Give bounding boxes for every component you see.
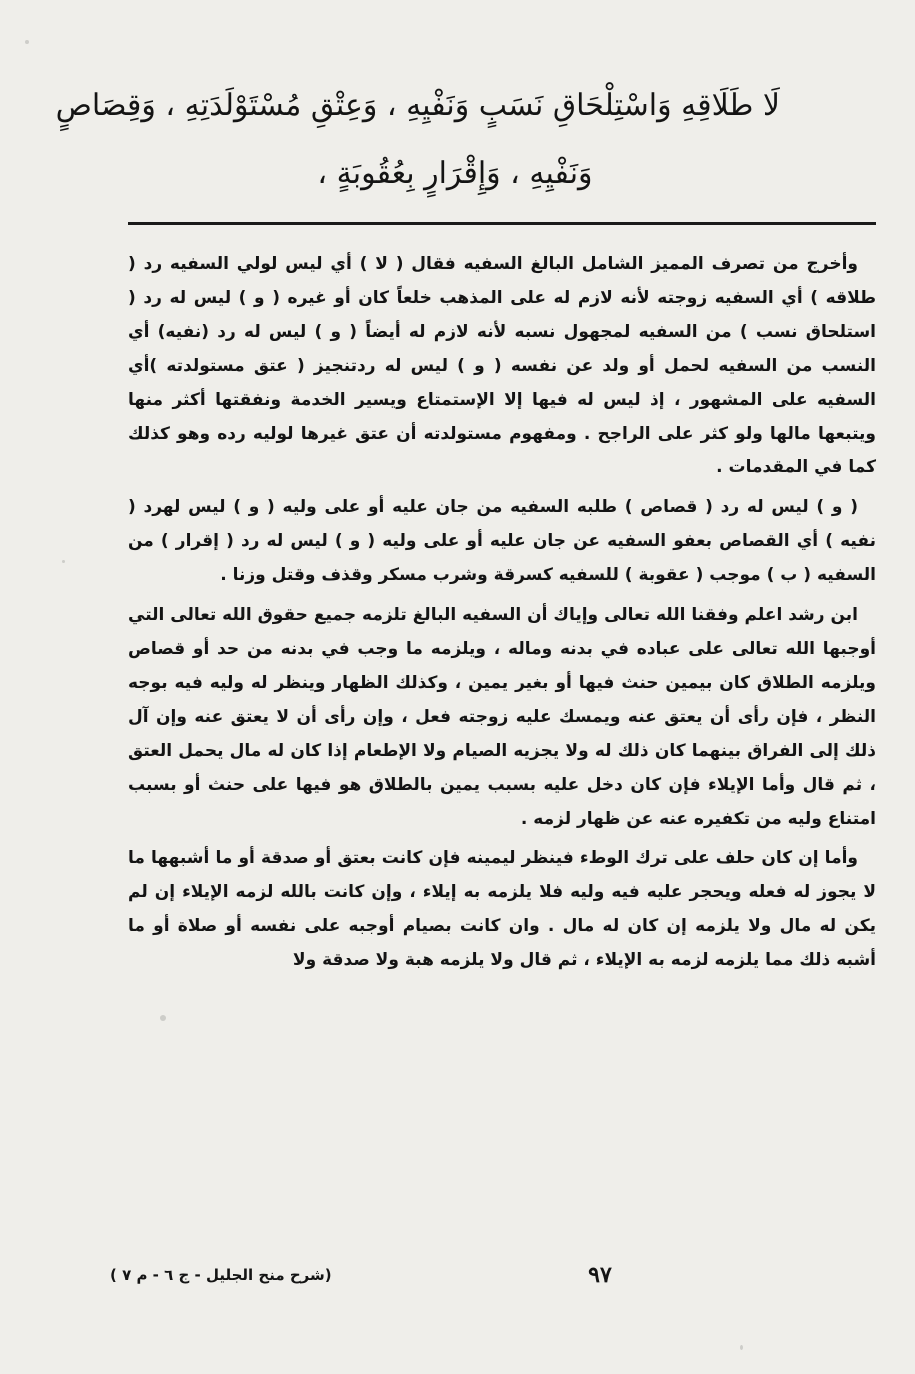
matn-heading <box>55 72 780 208</box>
commentary-body <box>128 248 876 1248</box>
book-reference: (شرح منح الجليل - ج ٦ - م ٧ ) <box>110 1266 332 1284</box>
scan-speck <box>62 560 65 563</box>
page-number: ٩٧ <box>588 1262 612 1288</box>
paragraph-3: ابن رشد اعلم وفقنا الله تعالى وإياك أن السفيه البالغ تلزمه جميع حقوق الله تعالى التي أوجبها الله تعالى على عباده في بدنه وماله ، ويلزمه ما وجب في بدنه من حد أو قصاص ويلزمه الطلاق كان بيمين حنث فيها أو بغير يمين ، وكذلك الظهار وينظر له وليه فيه بوجه النظر ، فإن رأى أن يعتق عنه ويمسك عليه زوجته فعل ، وإن رأى أن لا يعتق عنه وإن آل ذلك إلى الفراق بينهما كان ذلك له ولا يجزيه الصيام ولا الإطعام إذا كان له مال يحمل العتق ، ثم قال وأما الإيلاء فإن كان دخل عليه بسبب يمين بالطلاق هو فيها على حنث أو بسبب امتناع وليه من تكفيره عنه عن ظهار لزمه . <box>128 605 876 829</box>
scan-speck <box>25 40 29 44</box>
scan-speck <box>740 1345 743 1350</box>
scan-speck <box>160 1015 166 1021</box>
paragraph-2: ( و ) ليس له رد ( قصاص ) طلبه السفيه من جان عليه أو على وليه ( و ) ليس لهرد ( نفيه ) أي القصاص بعفو السفيه عن جان عليه أو على وليه ( و ) ليس له رد ( إقرار ) من السفيه ( ب ) موجب ( عقوبة ) للسفيه كسرقة وشرب مسكر وقذف وقتل وزنا . <box>128 497 876 586</box>
paragraph-4: وأما إن كان حلف على ترك الوطء فينظر ليمينه فإن كانت بعتق أو صدقة أو ما أشبهها ما لا يجوز له فعله ويحجر عليه فيه وليه فلا يلزمه به إيلاء ، وإن كانت بالله لزمه الإيلاء إن لم يكن له مال ولا يلزمه إن كان له مال . وان كانت بصيام أوجبه على نفسه أو صلاة أو ما أشبه ذلك مما يلزمه لزمه به الإيلاء ، ثم قال ولا يلزمه هبة ولا صدقة ولا <box>128 848 876 971</box>
page-footer <box>110 1262 880 1302</box>
heading-divider <box>128 222 876 225</box>
paragraph-1: وأخرج من تصرف المميز الشامل البالغ السفيه فقال ( لا ) أي ليس لولي السفيه رد ( طلاقه ) أي السفيه زوجته لأنه لازم له على المذهب خلعاً كان أو غيره ( و ) ليس له رد ( استلحاق نسب ) من السفيه لمجهول نسبه لأنه لازم له أيضاً ( و ) ليس له رد (نفيه) أي النسب من السفيه لحمل أو ولد عن نفسه ( و ) ليس له ردتنجيز ( عتق مستولدته )أي السفيه على المشهور ، إذ ليس له فيها إلا الإستمتاع ويسير الخدمة ونفقتها أكثر منها ويتبعها مالها ولو كثر على الراجح . ومفهوم مستولدته أن عتق غيرها لوليه رده وهو كذلك كما في المقدمات . <box>128 254 876 478</box>
matn-line-1: لَا طَلَاقِهِ وَاسْتِلْحَاقِ نَسَبٍ وَنَفْيِهِ ، وَعِتْقِ مُسْتَوْلَدَتِهِ ، وَقِصَاصٍ <box>55 88 780 123</box>
matn-line-2: وَنَفْيِهِ ، وَإِقْرَارٍ بِعُقُوبَةٍ ، <box>317 156 593 191</box>
